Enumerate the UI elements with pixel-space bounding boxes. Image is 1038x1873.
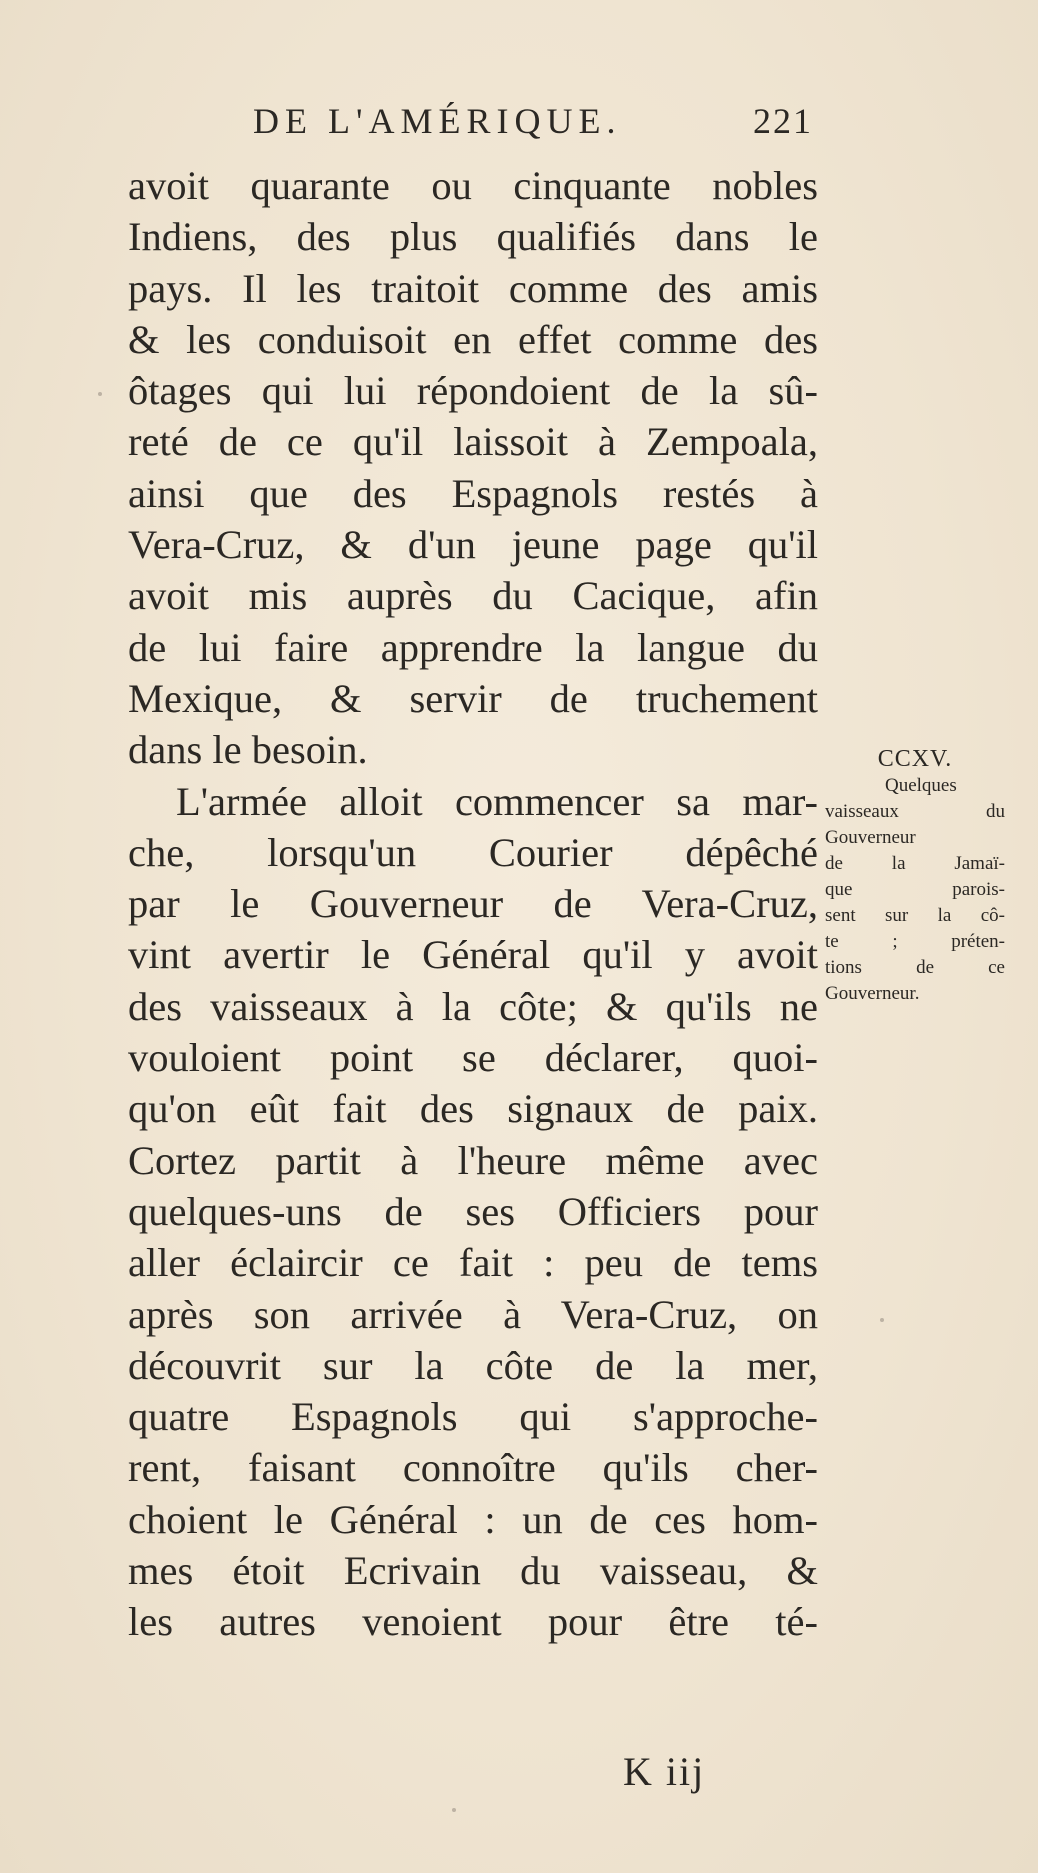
paragraph-start-line: L'armée alloit commencer sa mar- — [176, 778, 818, 824]
text-line: mes étoit Ecrivain du vaisseau, & — [128, 1548, 818, 1594]
paper-speck — [98, 392, 102, 396]
margin-note-line: Quelques — [885, 775, 957, 796]
text-line: vouloient point se déclarer, quoi- — [128, 1035, 818, 1081]
text-line: & les conduisoit en effet comme des — [128, 316, 818, 362]
margin-note-line: Gouverneur — [825, 827, 916, 848]
text-line: Cortez partit à l'heure même avec — [128, 1137, 818, 1183]
text-line: che, lorsqu'un Courier dépêché — [128, 829, 818, 875]
text-line: les autres venoient pour être té- — [128, 1599, 818, 1645]
text-line: par le Gouverneur de Vera-Cruz, — [128, 881, 818, 927]
text-line: Indiens, des plus qualifiés dans le — [128, 214, 818, 260]
margin-note-line: Gouverneur. — [825, 983, 920, 1004]
margin-note-line: que parois- — [825, 879, 1005, 900]
page-header — [253, 100, 813, 144]
page-number: 221 — [753, 101, 813, 141]
text-line: après son arrivée à Vera-Cruz, on — [128, 1291, 818, 1337]
margin-note-line: de la Jamaï- — [825, 853, 1005, 874]
running-head: DE L'AMÉRIQUE. — [253, 101, 622, 141]
signature-mark: K iij — [623, 1749, 706, 1794]
margin-note — [825, 745, 1005, 1007]
margin-note-line: vaisseaux du — [825, 801, 1005, 822]
text-line: Mexique, & servir de truchement — [128, 675, 818, 721]
text-line: découvrit sur la côte de la mer, — [128, 1342, 818, 1388]
margin-note-line: te ; préten- — [825, 931, 1005, 952]
text-line: ainsi que des Espagnols restés à — [128, 470, 818, 516]
text-line: rent, faisant connoître qu'ils cher- — [128, 1445, 818, 1491]
text-line: quatre Espagnols qui s'approche- — [128, 1394, 818, 1440]
text-line: avoit quarante ou cinquante nobles — [128, 163, 818, 208]
paper-speck — [452, 1808, 456, 1812]
margin-note-number: CCXV. — [877, 746, 953, 772]
paper-speck — [880, 1318, 884, 1322]
text-line: qu'on eût fait des signaux de paix. — [128, 1086, 818, 1132]
text-line: des vaisseaux à la côte; & qu'ils ne — [128, 983, 818, 1029]
text-line: de lui faire apprendre la langue du — [128, 624, 818, 670]
text-line: avoit mis auprès du Cacique, afin — [128, 573, 818, 619]
text-line: choient le Général : un de ces hom- — [128, 1496, 818, 1542]
margin-note-line: tions de ce — [825, 957, 1005, 978]
text-line: vint avertir le Général qu'il y avoit — [128, 932, 818, 978]
text-line: quelques-uns de ses Officiers pour — [128, 1188, 818, 1234]
margin-note-line: sent sur la cô- — [825, 905, 1005, 926]
body-text — [128, 160, 818, 1648]
text-line: aller éclaircir ce fait : peu de tems — [128, 1240, 818, 1286]
text-line: dans le besoin. — [128, 727, 368, 773]
text-line: reté de ce qu'il laissoit à Zempoala, — [128, 419, 818, 465]
text-line: pays. Il les traitoit comme des amis — [128, 265, 818, 311]
text-line: ôtages qui lui répondoient de la sû- — [128, 368, 818, 414]
text-line: Vera-Cruz, & d'un jeune page qu'il — [128, 522, 818, 568]
